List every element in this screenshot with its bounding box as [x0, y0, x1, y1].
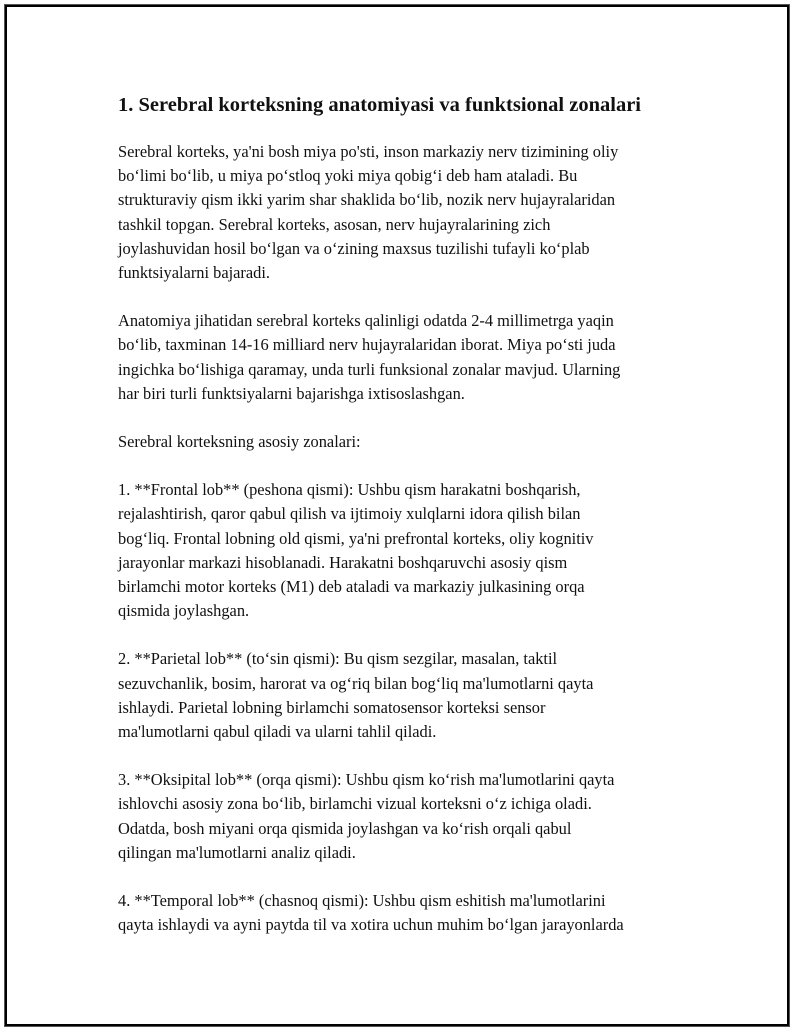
paragraph-occipital-lobe: [118, 768, 698, 865]
text-line: qismida joylashgan.: [118, 601, 250, 621]
text-line: rejalashtirish, qaror qabul qilish va ijtimoiy xulqlarni idora qilish bilan: [118, 504, 581, 524]
text-line: har biri turli funktsiyalarni bajarishga ixtisoslashgan.: [118, 383, 465, 403]
text-line: tashkil topgan. Serebral korteks, asosan, nerv hujayralarining zich: [118, 214, 551, 234]
text-line: sezuvchanlik, bosim, harorat va og‘riq bilan bog‘liq ma'lumotlarni qayta: [118, 673, 594, 693]
paragraph-intro: [118, 140, 698, 285]
text-line: bo‘lib, taxminan 14-16 milliard nerv hujayralaridan iborat. Miya po‘sti juda: [118, 335, 616, 355]
text-line: ishlovchi asosiy zona bo‘lib, birlamchi vizual korteksni o‘z ichiga oladi.: [118, 794, 592, 814]
text-line: qilingan ma'lumotlarni analiz qiladi.: [118, 842, 356, 862]
text-line: joylashuvidan hosil bo‘lgan va o‘zining maxsus tuzilishi tufayli ko‘plab: [118, 238, 590, 258]
text-line: Anatomiya jihatidan serebral korteks qalinligi odatda 2-4 millimetrga yaqin: [118, 311, 614, 331]
text-line: jarayonlar markazi hisoblanadi. Harakatni boshqaruvchi asosiy qism: [118, 552, 568, 572]
text-line: 3. **Oksipital lob** (orqa qismi): Ushbu qism ko‘rish ma'lumotlarini qayta: [118, 770, 615, 790]
text-line: Serebral korteksning asosiy zonalari:: [118, 432, 361, 452]
paragraph-zones-intro: [118, 430, 698, 454]
text-line: Serebral korteks, ya'ni bosh miya po'sti, inson markaziy nerv tizimining oliy: [118, 142, 619, 161]
text-line: bog‘liq. Frontal lobning old qismi, ya'ni prefrontal korteks, oliy kognitiv: [118, 528, 594, 548]
text-line: strukturaviy qism ikki yarim shar shaklida bo‘lib, nozik nerv hujayralaridan: [118, 190, 616, 210]
text-line: 4. **Temporal lob** (chasnoq qismi): Ushbu qism eshitish ma'lumotlarini: [118, 891, 606, 911]
text-line: ma'lumotlarni qabul qiladi va ularni tahlil qiladi.: [118, 722, 437, 742]
text-line: 1. **Frontal lob** (peshona qismi): Ushbu qism harakatni boshqarish,: [118, 480, 581, 500]
paragraph-frontal-lobe: [118, 478, 698, 623]
text-line: qayta ishlaydi va ayni paytda til va xotira uchun muhim bo‘lgan jarayonlarda: [118, 915, 624, 935]
text-line: ingichka bo‘lishiga qaramay, unda turli funksional zonalar mavjud. Ularning: [118, 359, 621, 379]
document-body: [118, 90, 698, 961]
section-heading: 1. Serebral korteksning anatomiyasi va funktsional zonalari: [118, 94, 641, 116]
text-line: 2. **Parietal lob** (to‘sin qismi): Bu qism sezgilar, masalan, taktil: [118, 649, 558, 669]
text-line: funktsiyalarni bajaradi.: [118, 263, 271, 283]
paragraph-anatomy: [118, 309, 698, 406]
text-line: bo‘limi bo‘lib, u miya po‘stloq yoki miya qobig‘i deb ham ataladi. Bu: [118, 166, 578, 186]
text-line: Odatda, bosh miyani orqa qismida joylashgan va ko‘rish orqali qabul: [118, 818, 572, 838]
paragraph-temporal-lobe: [118, 889, 698, 937]
text-line: ishlaydi. Parietal lobning birlamchi somatosensor korteksi sensor: [118, 697, 546, 717]
text-line: birlamchi motor korteks (M1) deb ataladi va markaziy julkasining orqa: [118, 577, 585, 597]
paragraph-parietal-lobe: [118, 647, 698, 744]
